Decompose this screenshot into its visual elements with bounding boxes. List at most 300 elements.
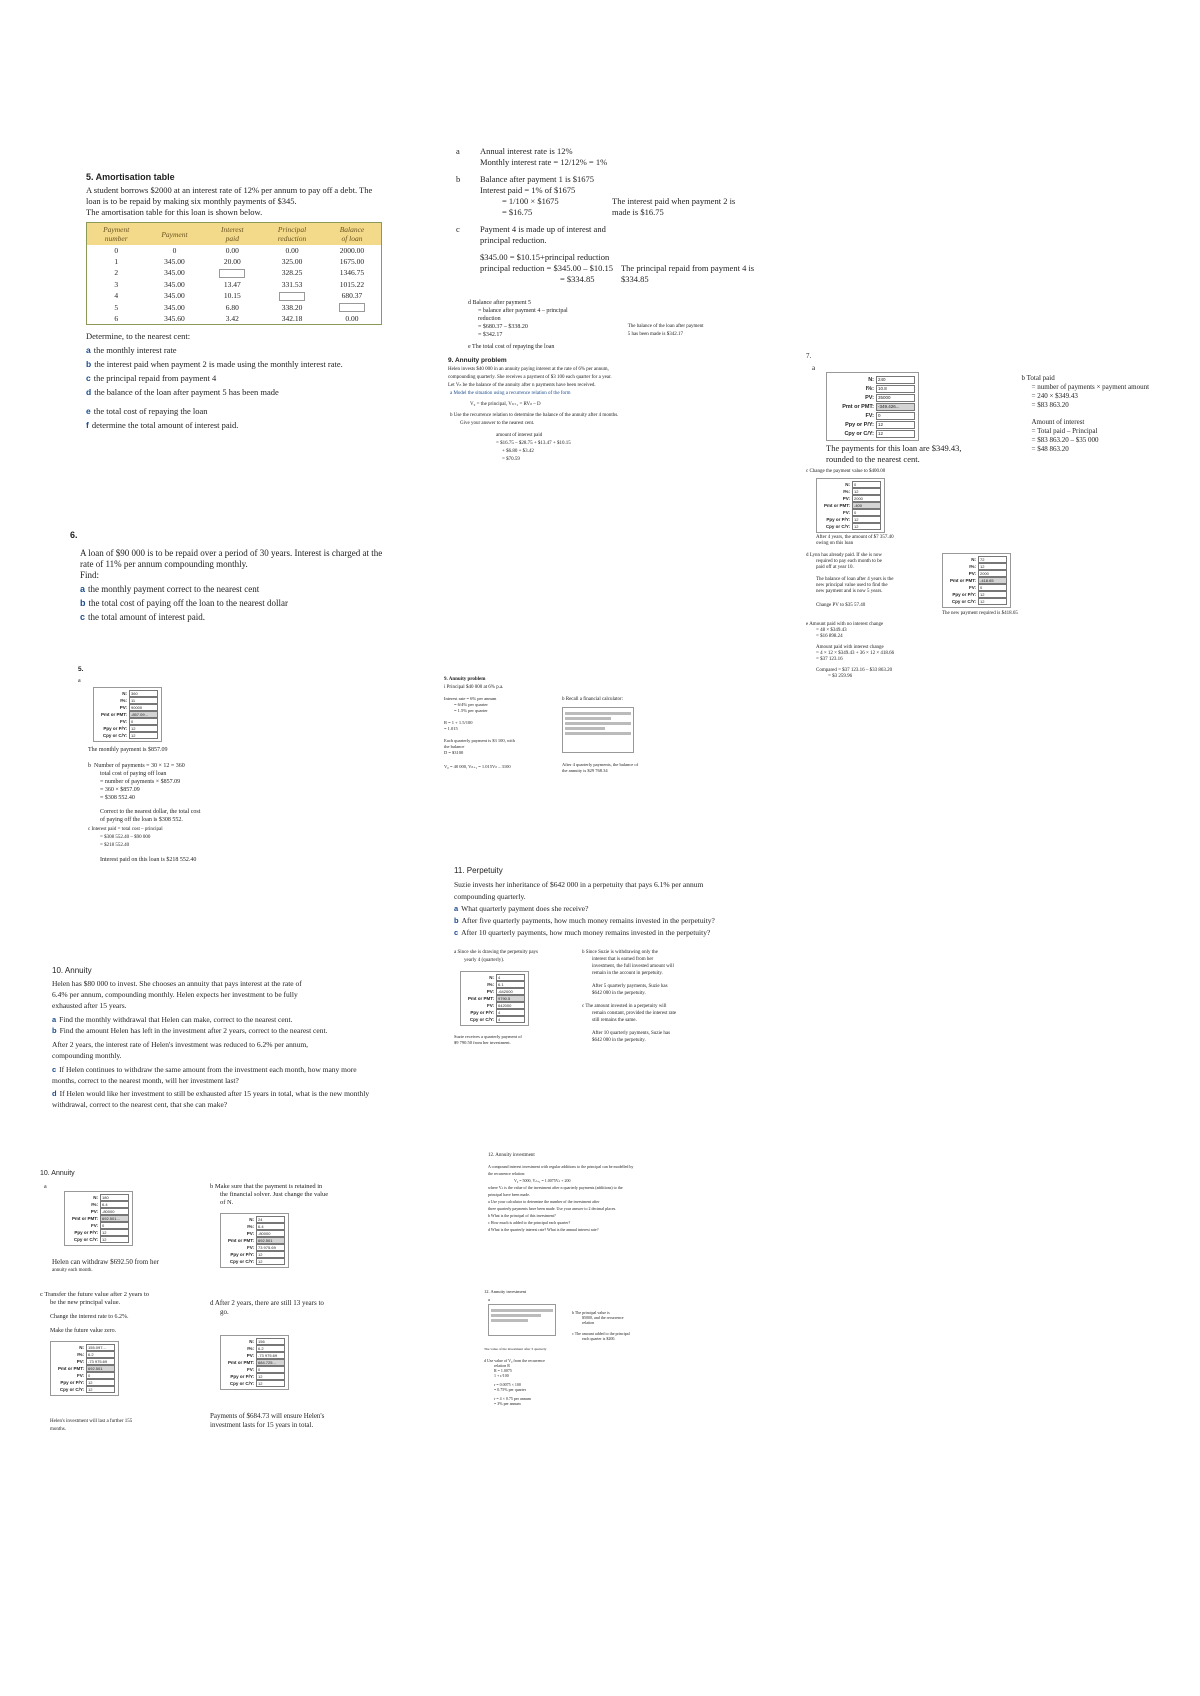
table-cell: 4 bbox=[114, 291, 119, 301]
section-6-heading: 6. bbox=[70, 530, 78, 540]
sol5-c-line-1: c Interest paid = total cost – principal bbox=[88, 827, 163, 832]
sol7-d-result: The new payment required is $418.65 bbox=[942, 611, 1018, 616]
s5-question-b: b the interest paid when payment 2 is made using the monthly interest rate. bbox=[86, 359, 343, 370]
solver-row bbox=[224, 1345, 285, 1352]
table-cell: 342.18 bbox=[281, 314, 303, 324]
s10s-c-result-1: Helen's investment will last a further 155 bbox=[50, 1419, 133, 1424]
solver-label: Ppy or P/Y: bbox=[952, 592, 976, 597]
s11-question-b: b After five quarterly payments, how much money remains invested in the perpetuity? bbox=[454, 916, 715, 925]
solver-row bbox=[224, 1359, 285, 1366]
sol7-e3-line-2: = $3 259.96 bbox=[828, 674, 853, 679]
s5-question-a: a the monthly interest rate bbox=[86, 345, 177, 356]
table-cell: 5 bbox=[114, 302, 119, 312]
solver-row bbox=[464, 1002, 525, 1009]
solver-value: -73 975.69 bbox=[256, 1352, 285, 1359]
solver-label: Cpy or C/Y: bbox=[73, 1237, 98, 1242]
s5-question-f: f determine the total amount of interest paid. bbox=[86, 420, 239, 431]
s12-q-a: a Use your calculator to determine the number of the investment after bbox=[488, 1199, 600, 1204]
solver-label: I%: bbox=[843, 489, 850, 494]
table-cell: 325.00 bbox=[281, 257, 303, 266]
sol6-s9-line-2: compounding quarterly. She receives a payment of $3 100 each quarter for a year. bbox=[448, 375, 612, 380]
sol6-c-line-1: Payment 4 is made up of interest and bbox=[480, 224, 606, 234]
s10q-mid-1: After 2 years, the interest rate of Helen's investment was reduced to 6.2% per annum, bbox=[52, 1040, 309, 1049]
solver-row bbox=[820, 495, 881, 502]
sol6-s9-line-3: Let Vₙ be the balance of the annuity after n payments have been received. bbox=[448, 383, 596, 388]
solver-value: -857.09... bbox=[129, 711, 158, 718]
blank-answer-box bbox=[339, 303, 365, 312]
sol7-d-label-1: d Lynn has already paid. If she is now bbox=[806, 553, 882, 558]
solver-value: -400 bbox=[852, 502, 881, 509]
s12s-d-4: 1 + r/100 bbox=[494, 1373, 509, 1378]
sol7-b-interest-3: = $83 863.20 – $35 000 bbox=[1031, 436, 1099, 444]
s6-find: Find: bbox=[80, 570, 100, 580]
s12-heading: 12. Annuity investment bbox=[488, 1153, 535, 1158]
sol7-e2-line-2: = 4 × 12 × $349.43 + 36 × 12 × 418.66 bbox=[816, 651, 895, 656]
solver-row bbox=[54, 1344, 115, 1351]
sol7-b-line-4: = $83 863.20 bbox=[1031, 401, 1069, 409]
solver-value: 12 bbox=[256, 1380, 285, 1387]
table-cell bbox=[203, 267, 261, 279]
solver-label: Cpy or C/Y: bbox=[229, 1259, 254, 1264]
s11-question-c: c After 10 quarterly payments, how much money remains invested in the perpetuity? bbox=[454, 928, 711, 937]
sol5-b-line-3: = number of payments × $857.09 bbox=[100, 779, 181, 785]
solver-value: 240 bbox=[876, 376, 915, 384]
solver-value: 12 bbox=[852, 488, 881, 495]
table-cell: 1 bbox=[114, 257, 119, 266]
sol7-b-line-2: = number of payments × payment amount bbox=[1031, 383, 1150, 391]
solver-value: 2000 bbox=[978, 570, 1007, 577]
s10q-question-a: a Find the monthly withdrawal that Helen can make, correct to the nearest cent. bbox=[52, 1015, 293, 1024]
solver-label: Ppy or P/Y: bbox=[826, 517, 850, 522]
solver-label: FV: bbox=[246, 1367, 254, 1372]
s6-intro-1: A loan of $90 000 is to be repaid over a period of 30 years. Interest is charged at the bbox=[80, 548, 383, 558]
sol7-c-result-2: owing on this loan bbox=[816, 541, 854, 546]
sol6-s9-calc-4: = $70.59 bbox=[502, 457, 520, 462]
sol6-d-note-1: The balance of the loan after payment bbox=[627, 324, 704, 329]
s10s-b-label-1: b Make sure that the payment is retained in bbox=[210, 1183, 323, 1190]
sol7-a-result-1: The payments for this loan are $349.43, bbox=[826, 443, 962, 453]
s10q-intro-2: 6.4% per annum, compounding monthly. Helen expects her investment to be fully bbox=[52, 990, 298, 999]
solver-label: Pmt or PMT: bbox=[227, 1360, 254, 1365]
solver-value: 12 bbox=[978, 563, 1007, 570]
solver-label: PV: bbox=[865, 394, 874, 401]
sol6-c-calc-1: $345.00 = $10.15+principal reduction bbox=[480, 252, 610, 262]
solver-label: N: bbox=[249, 1217, 254, 1222]
s12s-b-1: b The principal value is bbox=[572, 1310, 610, 1315]
sol5-c-line-3: = $218 552.40 bbox=[100, 843, 130, 848]
sol6-s9-calc-2: = $16.75 – $28.75 + $13.47 + $10.15 bbox=[496, 441, 571, 446]
sol5-b-line-5: = $308 552.40 bbox=[100, 795, 135, 801]
solver-row bbox=[464, 1009, 525, 1016]
solver-value: 692.501... bbox=[100, 1215, 129, 1222]
table-cell: 0.00 bbox=[345, 314, 359, 324]
s10s-d-label-1: d After 2 years, there are still 13 years to bbox=[210, 1299, 324, 1307]
section-10-question bbox=[52, 966, 412, 1110]
solver-label: Ppy or P/Y: bbox=[74, 1230, 98, 1235]
solver-value: -642000 bbox=[496, 988, 525, 995]
s10s-a-solver bbox=[64, 1191, 133, 1246]
table-cell: 0.00 bbox=[225, 246, 239, 255]
solver-value: 72 bbox=[978, 556, 1007, 563]
solver-label: FV: bbox=[246, 1245, 254, 1250]
sol6-c-label: c bbox=[456, 224, 460, 234]
s10q-intro-3: exhausted after 15 years. bbox=[52, 1001, 127, 1010]
solver-row bbox=[820, 488, 881, 495]
blank-answer-box bbox=[279, 292, 305, 301]
sol7-c-solver bbox=[816, 478, 885, 533]
solver-value: 12 bbox=[978, 598, 1007, 605]
s12s-b-2: $5000, and the recurrence bbox=[582, 1315, 624, 1320]
s12s-d-3: R = 1.0075 bbox=[494, 1368, 512, 1373]
s12s-d-1: d Use value of V₀ from the recurrence bbox=[484, 1358, 545, 1363]
sol7-d-change: Change PV to $35 57.40 bbox=[816, 603, 866, 608]
sol6-s9-b-2: Give your answer to the nearest cent. bbox=[460, 421, 535, 426]
table-cell: 6 bbox=[114, 314, 119, 324]
sol6-b-note-1: The interest paid when payment 2 is bbox=[612, 196, 736, 206]
solver-label: Cpy or C/Y: bbox=[844, 430, 874, 437]
solver-value: 0 bbox=[978, 584, 1007, 591]
solver-row bbox=[68, 1229, 129, 1236]
section-5-heading: 5. Amortisation table bbox=[86, 172, 175, 182]
solver-label: N: bbox=[868, 376, 874, 383]
solver-row bbox=[54, 1379, 115, 1386]
solver-row bbox=[830, 384, 915, 393]
solver-value: 4 bbox=[496, 1016, 525, 1023]
solver-label: Pmt or PMT: bbox=[467, 996, 494, 1001]
solver-row bbox=[97, 690, 158, 697]
solver-row bbox=[97, 711, 158, 718]
solver-label: Ppy or P/Y: bbox=[230, 1374, 254, 1379]
s12s-b-3: relation bbox=[582, 1320, 595, 1325]
sol7-e-line-3: = $16 898.24 bbox=[816, 634, 843, 639]
solver-value: 2000 bbox=[852, 495, 881, 502]
sol6-s9-calc-1: amount of interest paid bbox=[496, 433, 543, 438]
sol9-b-label: b Recall a financial calculator: bbox=[562, 697, 624, 702]
sol9-calculator-screenshot bbox=[562, 707, 634, 753]
solver-value: 155.097... bbox=[86, 1344, 115, 1351]
sol7-heading: 7. bbox=[806, 352, 812, 360]
sol6-d-line-2: = balance after payment 4 – principal bbox=[478, 308, 568, 314]
s10s-c-line-1: Change the interest rate to 6.2%. bbox=[50, 1314, 129, 1320]
sol6-s9-heading: 9. Annuity problem bbox=[448, 357, 507, 364]
s10s-c-label-2: be the new principal value. bbox=[50, 1299, 121, 1306]
sol5-b-result-1: Correct to the nearest dollar, the total cost bbox=[100, 809, 201, 815]
sol9-note-1: Each quarterly payment is $3 100, with bbox=[444, 738, 515, 743]
s11-sa-result-2: $9 790.50 from her investment. bbox=[454, 1040, 511, 1045]
solver-label: N: bbox=[79, 1345, 84, 1350]
solver-row bbox=[68, 1208, 129, 1215]
solver-label: I%: bbox=[969, 564, 976, 569]
solver-value: 642000 bbox=[496, 1002, 525, 1009]
sol9-final: V₀ = 40 000, Vₙ₊₁ = 1.015Vₙ – 3100 bbox=[444, 764, 511, 769]
col-payment: Payment bbox=[145, 223, 203, 246]
solver-value: 0 bbox=[86, 1372, 115, 1379]
solver-label: Pmt or PMT: bbox=[842, 403, 874, 410]
s10q-question-d: d If Helen would like her investment to still be exhausted after 15 years in total, what is the new monthly withdrawal, correct to the nearest cent, that she can make? bbox=[52, 1089, 370, 1109]
solver-label: I%: bbox=[865, 385, 874, 392]
solver-label: FV: bbox=[76, 1373, 84, 1378]
s11-financial-solver bbox=[460, 971, 529, 1026]
sol7-b-line-1: b Total paid bbox=[1021, 374, 1055, 382]
s10s-d-result-1: Payments of $684.73 will ensure Helen's bbox=[210, 1412, 325, 1420]
solver-label: N: bbox=[489, 975, 494, 980]
solver-row bbox=[464, 988, 525, 995]
solver-value: 12 bbox=[876, 430, 915, 438]
s11-heading: 11. Perpetuity bbox=[454, 866, 503, 875]
table-cell: 0.00 bbox=[285, 246, 299, 255]
solver-row bbox=[224, 1237, 285, 1244]
table-cell: 3.42 bbox=[225, 314, 239, 324]
solver-row bbox=[224, 1216, 285, 1223]
solver-label: I%: bbox=[247, 1346, 254, 1351]
solver-label: Ppy or P/Y: bbox=[60, 1380, 84, 1385]
s10s-c-label-1: c Transfer the future value after 2 years to bbox=[40, 1291, 150, 1298]
s5-intro-3: The amortisation table for this loan is shown below. bbox=[86, 207, 263, 217]
solver-row bbox=[946, 556, 1007, 563]
sol7-b-interest-1: Amount of interest bbox=[1031, 418, 1085, 426]
solver-value: 12 bbox=[876, 421, 915, 429]
solver-label: I%: bbox=[487, 982, 494, 987]
sol6-c-line-2: principal reduction. bbox=[480, 235, 547, 245]
sol6-c-note-1: The principal repaid from payment 4 is bbox=[620, 263, 755, 273]
solver-value: 0 bbox=[129, 718, 158, 725]
solver-label: N: bbox=[971, 557, 976, 562]
s12s-caption: The value of the investment after 3 quarterly bbox=[484, 1347, 547, 1351]
sol6-s9-calc-3: + $6.80 + $3.42 bbox=[502, 449, 534, 454]
solver-row bbox=[946, 584, 1007, 591]
section-10-solutions bbox=[40, 1170, 420, 1434]
sol6-d-note-2: 5 has been made is $342.17 bbox=[627, 332, 683, 337]
s10q-question-b: b Find the amount Helen has left in the investment after 2 years, correct to the nearest cent. bbox=[52, 1026, 328, 1035]
solver-label: Pmt or PMT: bbox=[100, 712, 127, 717]
s10s-d-solver bbox=[220, 1335, 289, 1390]
solver-value: 0 bbox=[852, 509, 881, 516]
solver-row bbox=[68, 1194, 129, 1201]
s6-question-a: a the monthly payment correct to the nearest cent bbox=[80, 584, 260, 594]
table-row bbox=[87, 245, 382, 256]
s10s-c-line-2: Make the future value zero. bbox=[50, 1328, 117, 1334]
s10q-question-c: c If Helen continues to withdraw the same amount from the investment each month, how many more months, correct to the nearest month, will her investment last? bbox=[52, 1065, 357, 1085]
table-cell: 1015.22 bbox=[339, 279, 365, 289]
section-12-solutions bbox=[484, 1288, 724, 1406]
solver-value: 12 bbox=[86, 1386, 115, 1393]
solver-value: -80000 bbox=[256, 1230, 285, 1237]
s12s-a-label: a bbox=[488, 1297, 490, 1302]
solver-value: 10.8 bbox=[876, 385, 915, 393]
s11-intro-1: Suzie invests her inheritance of $642 000 in a perpetuity that pays 6.1% per annum bbox=[454, 880, 704, 889]
solver-label: PV: bbox=[246, 1353, 254, 1358]
solver-label: Cpy or C/Y: bbox=[469, 1017, 494, 1022]
solver-label: Ppy or P/Y: bbox=[103, 726, 127, 731]
solver-row bbox=[224, 1366, 285, 1373]
solver-row bbox=[68, 1215, 129, 1222]
solver-value: 35000 bbox=[876, 394, 915, 402]
sol7-b-interest-4: = $48 863.20 bbox=[1031, 445, 1069, 453]
s12-line-2: the recurrence relation: bbox=[488, 1171, 526, 1176]
solver-label: I%: bbox=[77, 1352, 84, 1357]
sol9-b-note-2: the annuity is $29 768.34 bbox=[562, 768, 608, 773]
s12-line-5: principal have been made. bbox=[488, 1192, 530, 1197]
s12s-d3-2: = 3% per annum bbox=[494, 1401, 521, 1406]
sol9-sub: i Principal $40 000 at 6% p.a. bbox=[444, 685, 504, 690]
solver-label: Pmt or PMT: bbox=[949, 578, 976, 583]
table-cell: 345.00 bbox=[164, 257, 185, 266]
solver-label: PV: bbox=[246, 1231, 254, 1236]
solver-value: 4 bbox=[496, 974, 525, 981]
col-principal-reduction: Principal reduction bbox=[261, 223, 323, 246]
sol7-e2-line-3: = $37 123.16 bbox=[816, 657, 843, 662]
solver-row bbox=[224, 1338, 285, 1345]
sol9-heading: 9. Annuity problem bbox=[444, 677, 486, 682]
s12s-d2-1: r = 0.0075 × 100 bbox=[494, 1382, 521, 1387]
s11-sb-2: interest that is earned from her bbox=[592, 957, 654, 962]
sol9-note-3: D = $3100 bbox=[444, 750, 464, 755]
solver-value: 360 bbox=[129, 690, 158, 697]
table-cell: 0 bbox=[114, 246, 119, 255]
solver-label: PV: bbox=[968, 571, 976, 576]
solver-row bbox=[820, 502, 881, 509]
solver-value: 73 975.69 bbox=[256, 1244, 285, 1251]
solver-label: PV: bbox=[90, 1209, 98, 1214]
table-cell: 345.00 bbox=[164, 279, 185, 289]
s12-line-1: A compound interest investment with regular additions to the principal can be modelled by bbox=[488, 1164, 634, 1169]
section-12-question bbox=[488, 1152, 748, 1233]
sol6-a-label: a bbox=[456, 146, 460, 156]
solver-row bbox=[946, 570, 1007, 577]
solver-row bbox=[97, 732, 158, 739]
solver-row bbox=[820, 523, 881, 530]
s12s-d-2: relation R bbox=[494, 1363, 510, 1368]
solver-row bbox=[68, 1201, 129, 1208]
table-row bbox=[87, 267, 382, 279]
table-cell: 328.25 bbox=[281, 268, 303, 278]
sol7-d-line-3: new payment and is now 5 years. bbox=[816, 589, 883, 594]
s11-sb2-1: After 5 quarterly payments, Suzie has bbox=[592, 984, 668, 989]
solver-label: N: bbox=[249, 1339, 254, 1344]
sol7-e-line-1: e Amount paid with no interest change bbox=[806, 622, 884, 627]
s11-sb-3: investment, the full invested amount will bbox=[592, 964, 674, 969]
sol6-b-line-4: = $16.75 bbox=[502, 207, 533, 217]
solver-label: Cpy or C/Y: bbox=[102, 733, 127, 738]
table-cell: 6.80 bbox=[225, 302, 239, 312]
sol6-s9-line-1: Helen invests $40 000 in an annuity paying interest at the rate of 6% per annum, bbox=[448, 367, 609, 372]
col-interest-paid: Interest paid bbox=[203, 223, 261, 246]
section-11-perpetuity bbox=[454, 866, 814, 1046]
solver-value: 0 bbox=[100, 1222, 129, 1229]
s11-sb-4: remain in the account in perpetuity. bbox=[592, 971, 663, 976]
solver-row bbox=[464, 995, 525, 1002]
sol7-d-line-2: new principal value used to find the bbox=[816, 583, 888, 588]
sol9-b-note-1: After 4 quarterly payments, the balance of bbox=[562, 762, 639, 767]
table-cell: 680.37 bbox=[341, 291, 363, 301]
sol7-c-label: c Change the payment value to $400.00 bbox=[806, 469, 886, 474]
sol6-d-line-1: d Balance after payment 5 bbox=[468, 300, 531, 306]
s12s-d2-2: = 0.75% per quarter bbox=[494, 1387, 527, 1392]
solver-value: 0 bbox=[256, 1366, 285, 1373]
s10s-b-label-2: the financial solver. Just change the value bbox=[220, 1191, 329, 1198]
solver-row bbox=[54, 1372, 115, 1379]
table-cell: 345.00 bbox=[164, 268, 185, 278]
solver-value: 12 bbox=[978, 591, 1007, 598]
sol7-d-label-2: required to pay each month to be bbox=[816, 559, 882, 564]
s10s-c-result-2: months. bbox=[50, 1427, 66, 1432]
sol5-b-line-4: = 360 × $857.09 bbox=[100, 787, 140, 793]
s10q-heading: 10. Annuity bbox=[52, 966, 92, 975]
solver-row bbox=[97, 718, 158, 725]
solver-row bbox=[820, 481, 881, 488]
table-cell: 0 bbox=[172, 246, 177, 255]
solver-row bbox=[830, 411, 915, 420]
solver-row bbox=[68, 1222, 129, 1229]
sol7-c-result-1: After 4 years, the amount of $7 357.40 bbox=[816, 535, 894, 540]
s12s-heading: 12. Annuity investment bbox=[484, 1289, 527, 1294]
solver-label: I%: bbox=[120, 698, 127, 703]
table-cell: 345.00 bbox=[164, 302, 185, 312]
s11-question-a: a What quarterly payment does she receive? bbox=[454, 904, 589, 913]
table-cell: 345.60 bbox=[164, 314, 185, 324]
table-row bbox=[87, 256, 382, 267]
sol5-b-result-2: of paying off the loan is $308 552. bbox=[100, 817, 183, 823]
solver-row bbox=[464, 981, 525, 988]
solver-row bbox=[830, 402, 915, 411]
amortisation-body bbox=[87, 245, 382, 325]
solution-9 bbox=[444, 676, 694, 774]
solver-value: 6.4 bbox=[256, 1223, 285, 1230]
sol7-e-line-2: = 48 × $349.43 bbox=[816, 628, 847, 633]
sol9-line-1: Interest rate = 6% per annum bbox=[444, 696, 497, 701]
sol7-b-interest-2: = Total paid – Principal bbox=[1031, 427, 1098, 435]
sol5-b-line-2: total cost of paying off loan bbox=[100, 771, 167, 777]
s11-sc2-1: After 10 quarterly payments, Suzie has bbox=[592, 1031, 671, 1036]
solver-label: I%: bbox=[247, 1224, 254, 1229]
s12s-c-1: c The amount added to the principal bbox=[572, 1331, 630, 1336]
solver-row bbox=[830, 375, 915, 384]
table-cell: 345.00 bbox=[164, 291, 185, 301]
table-cell: 2000.00 bbox=[339, 246, 365, 255]
sol6-c-note-2: $334.85 bbox=[620, 274, 649, 284]
solver-row bbox=[54, 1358, 115, 1365]
solver-value: 12 bbox=[129, 725, 158, 732]
solution-6 bbox=[448, 146, 836, 464]
solver-label: Ppy or P/Y: bbox=[230, 1252, 254, 1257]
solver-value: 692.501 bbox=[256, 1237, 285, 1244]
solver-row bbox=[830, 420, 915, 429]
blank-answer-box bbox=[219, 269, 245, 278]
s11-sc-2: remain constant, provided the interest rate bbox=[592, 1011, 677, 1016]
solver-label: FV: bbox=[90, 1223, 98, 1228]
section-5-amortisation bbox=[86, 172, 406, 431]
solver-value: 12 bbox=[256, 1373, 285, 1380]
sol5-c-result: Interest paid on this loan is $218 552.40 bbox=[100, 857, 197, 863]
s12-line-4: where Vₙ is the value of the investment after n quarterly payments (additions) to the bbox=[488, 1185, 623, 1190]
solver-row bbox=[97, 725, 158, 732]
s10s-a-result-1: Helen can withdraw $692.50 from her bbox=[52, 1258, 159, 1266]
solver-value: 4 bbox=[496, 1009, 525, 1016]
solver-value: 12 bbox=[86, 1379, 115, 1386]
solver-value: 12 bbox=[100, 1236, 129, 1243]
s12-q-a2: three quarterly payments have been made. Use your answer to 2 decimal places. bbox=[488, 1206, 617, 1211]
s12-q-b: b What is the principal of this investment? bbox=[488, 1213, 556, 1218]
solver-value: 684.725... bbox=[256, 1359, 285, 1366]
solver-label: Pmt or PMT: bbox=[823, 503, 850, 508]
solver-value: 156 bbox=[256, 1338, 285, 1345]
table-cell bbox=[261, 290, 323, 302]
solver-value: 90000 bbox=[129, 704, 158, 711]
sol7-d-label-3: paid off at year 10. bbox=[816, 565, 854, 570]
sol7-d-line-1: The balance of loan after 4 years is the bbox=[816, 577, 894, 582]
s10s-b-solver bbox=[220, 1213, 289, 1268]
solver-row bbox=[224, 1258, 285, 1265]
